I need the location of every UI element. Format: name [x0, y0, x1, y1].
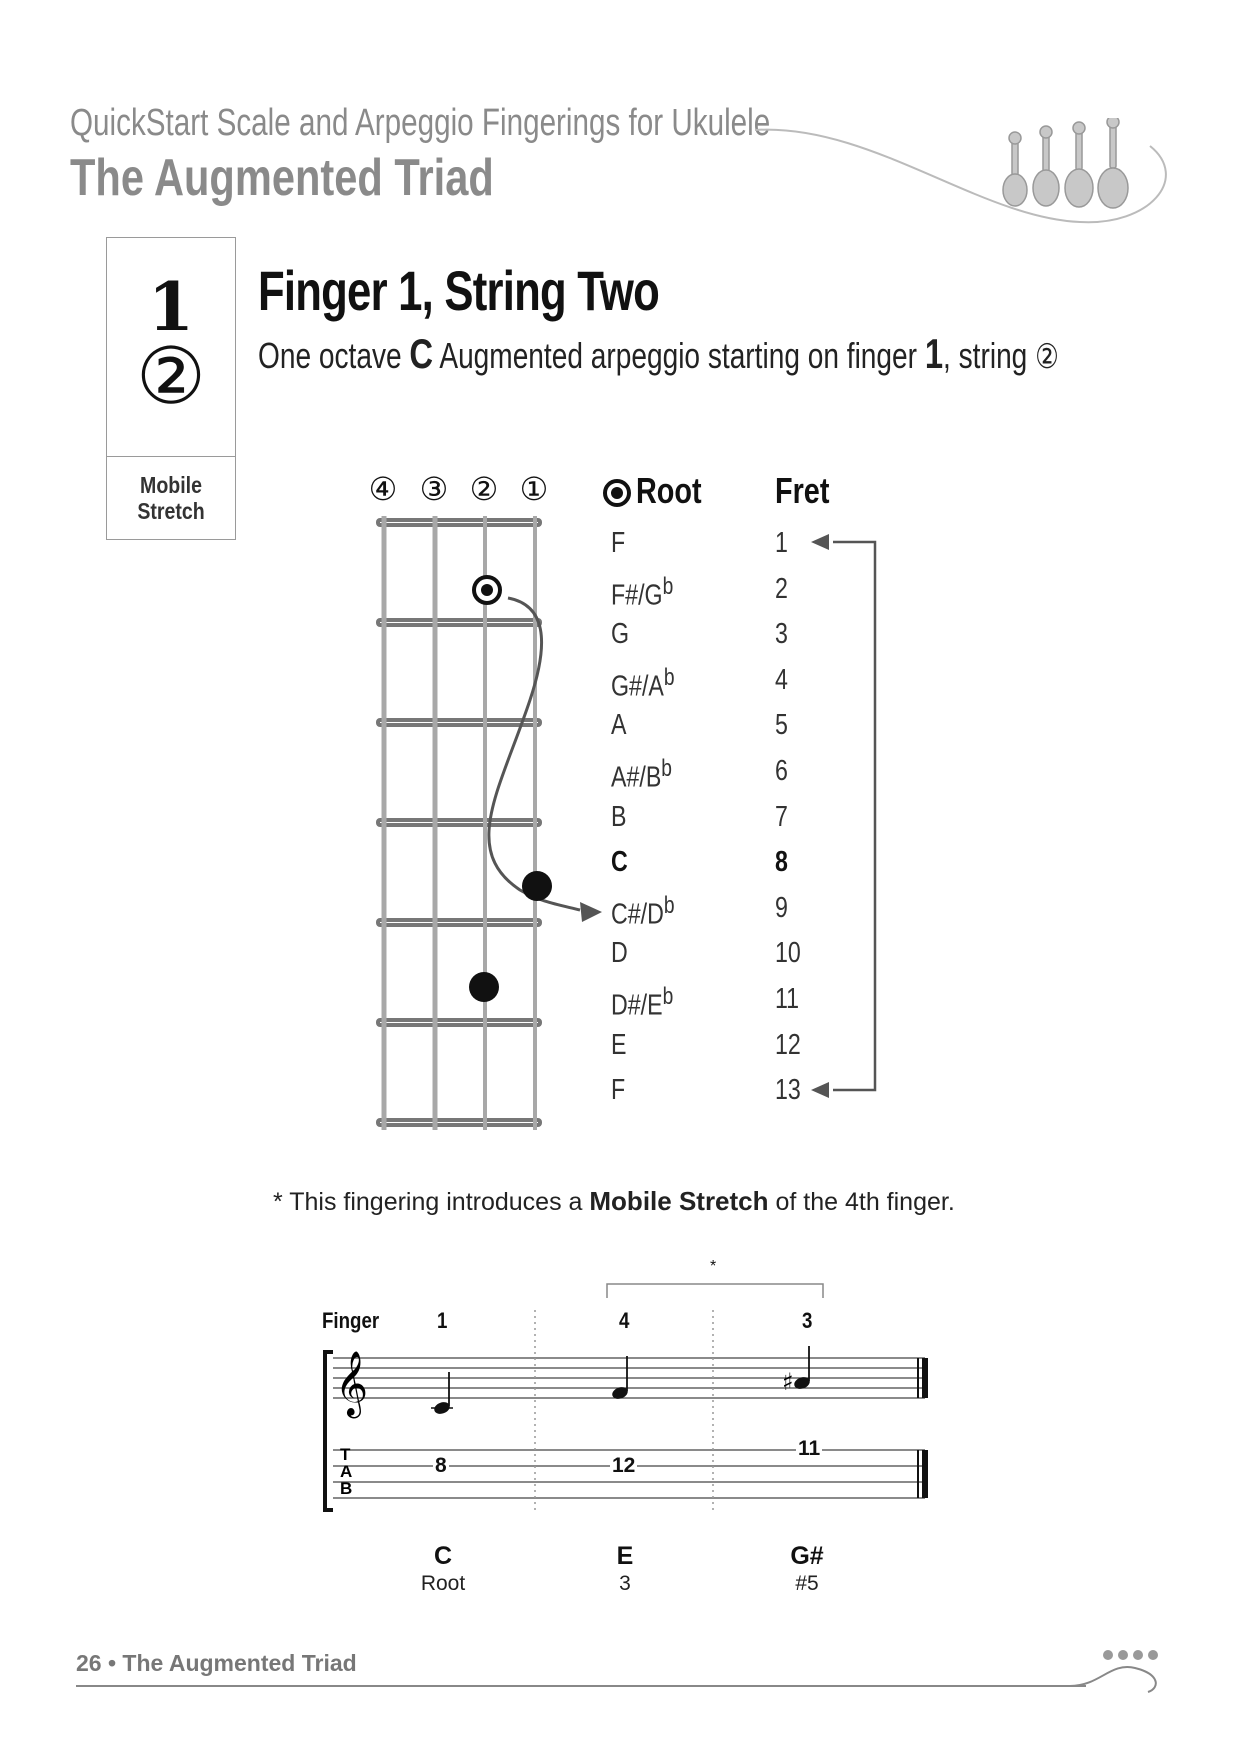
note-text: F: [611, 527, 626, 559]
box-label-line1: Mobile: [140, 472, 202, 498]
fret-header: Fret: [775, 470, 830, 511]
final-barline: [918, 1358, 928, 1498]
note-text: F: [611, 1074, 626, 1106]
note-name-cell: [611, 846, 628, 879]
fret-number-cell: 11: [775, 983, 800, 1015]
note-name-cell: [611, 527, 625, 560]
dot-note: [469, 972, 499, 1002]
tab-clef: [340, 1445, 352, 1498]
arrow-left-icon: [811, 1082, 829, 1098]
box-label-line2: Stretch: [137, 498, 205, 524]
position-box: [106, 237, 236, 540]
fret-number-cell: 1: [775, 527, 788, 559]
subtitle-post: , string: [943, 335, 1036, 376]
note-text: F#/G: [611, 579, 663, 612]
note-name-cell: [611, 709, 626, 742]
subtitle-key: C: [409, 330, 434, 377]
footnote-bold: Mobile Stretch: [589, 1186, 769, 1216]
ukulele-icon: [1003, 118, 1128, 208]
footer-swoosh: [1070, 1667, 1156, 1692]
note-text: D: [611, 937, 628, 969]
string-label-1: ①: [519, 470, 549, 508]
subtitle-mid: Augmented arpeggio starting on finger: [433, 335, 925, 376]
string-label-4: ④: [368, 470, 398, 508]
tab-letter: T: [340, 1445, 351, 1464]
arrow-left-icon: [811, 534, 829, 550]
system-bracket: [325, 1352, 333, 1510]
footer-dots-icon: [1103, 1650, 1158, 1660]
fret-number-cell: 7: [775, 801, 788, 833]
subtitle-pre: One octave: [258, 335, 410, 376]
note-name-cell: [611, 664, 675, 704]
note-name-cell: [611, 1074, 625, 1107]
box-divider: [107, 456, 235, 457]
note-text: A#/B: [611, 761, 662, 794]
finger-number: 3: [802, 1308, 813, 1333]
note-name: E: [616, 1542, 634, 1570]
fret-number-cell: 9: [775, 892, 788, 924]
box-technique-label: [117, 472, 226, 524]
flat-symbol: b: [663, 892, 675, 919]
flat-symbol: b: [663, 664, 675, 691]
section-subtitle: [258, 330, 1059, 378]
note-name-cell: [611, 892, 675, 932]
section-heading: Finger 1, String Two: [258, 259, 659, 322]
note-text: A: [611, 709, 627, 741]
note-name-cell: [611, 573, 673, 613]
string-label-2: ②: [469, 470, 499, 508]
flat-symbol: b: [662, 983, 674, 1010]
octave-bracket: [805, 530, 885, 1110]
music-score: [315, 1270, 945, 1530]
footnote: [273, 1186, 955, 1217]
note-text: C#/D: [611, 898, 664, 931]
header-ukulele-decoration: [750, 118, 1180, 233]
subtitle-string: ②: [1035, 337, 1059, 377]
series-title: QuickStart Scale and Arpeggio Fingerings for Ukulele: [70, 102, 771, 144]
note-text: D#/E: [611, 989, 663, 1022]
treble-clef-icon: 𝄞: [335, 1351, 369, 1416]
footer-rule: [76, 1685, 1086, 1687]
sharp-icon: ♯: [782, 1368, 794, 1396]
dot-root: [474, 577, 500, 603]
note-text: B: [611, 801, 627, 833]
note-degree: 3: [619, 1572, 631, 1595]
beat-separators: [535, 1310, 713, 1510]
finger-number: 4: [619, 1308, 630, 1333]
subtitle-finger: 1: [924, 330, 944, 377]
note-name-cell: [611, 755, 672, 795]
note-text: C: [611, 846, 628, 878]
tab-number: 11: [798, 1437, 821, 1460]
fret-number-cell: 13: [775, 1074, 801, 1106]
note-name: G#: [790, 1542, 824, 1570]
fret-number-cell: 5: [775, 709, 788, 741]
note-name-cell: [611, 801, 626, 834]
string-label-3: ③: [419, 470, 449, 508]
box-finger-number: 1: [148, 268, 194, 346]
root-legend: [602, 470, 718, 512]
fret-number-cell: 10: [775, 937, 801, 969]
footer-ukulele-decoration: [1060, 1640, 1170, 1700]
root-target-icon: [602, 478, 632, 508]
note-text: G#/A: [611, 670, 664, 703]
note-name-cell: [611, 983, 673, 1023]
arrow-head-icon: [580, 902, 602, 922]
stretch-bracket: [607, 1284, 823, 1298]
note-degree: Root: [420, 1572, 466, 1595]
page-footer: 26 • The Augmented Triad: [76, 1650, 357, 1676]
finger-label: Finger: [322, 1308, 380, 1333]
stretch-bracket-mark: *: [710, 1258, 717, 1275]
note-name-cell: [611, 1029, 626, 1062]
flat-symbol: b: [662, 573, 674, 600]
fret-number-cell: 8: [775, 846, 788, 878]
note-degree: #5: [795, 1572, 819, 1595]
note-name-cell: [611, 937, 628, 970]
fret-number-cell: 12: [775, 1029, 801, 1061]
dot-note: [522, 871, 552, 901]
tab-letter: A: [340, 1462, 353, 1481]
note-name: C: [433, 1542, 453, 1570]
note-name-cell: [611, 618, 629, 651]
flat-symbol: b: [661, 755, 672, 782]
fret-number-cell: 2: [775, 573, 788, 605]
staff-lines: [333, 1358, 925, 1398]
note-text: G: [611, 618, 630, 650]
fret-lines: [378, 520, 540, 1125]
tab-letter: B: [340, 1479, 353, 1498]
footnote-pre: * This fingering introduces a: [273, 1188, 590, 1216]
fretboard-diagram: [360, 500, 630, 1140]
tab-number: 12: [612, 1454, 636, 1477]
tab-number: 8: [435, 1454, 447, 1477]
footnote-post: of the 4th finger.: [768, 1188, 955, 1216]
note-text: E: [611, 1029, 627, 1061]
fret-number-cell: 4: [775, 664, 788, 696]
fret-number-cell: 6: [775, 755, 788, 787]
box-string-number: ②: [136, 332, 206, 422]
root-legend-label: Root: [636, 470, 703, 511]
fret-number-cell: 3: [775, 618, 788, 650]
page-title: The Augmented Triad: [70, 149, 494, 207]
finger-number: 1: [437, 1308, 448, 1333]
